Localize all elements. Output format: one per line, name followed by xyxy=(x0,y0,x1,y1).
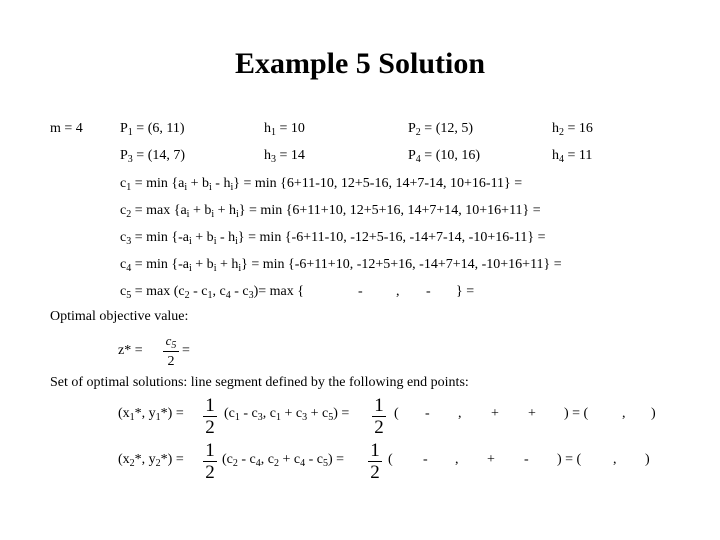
param-p2: $P_2 = (12$, 5) xyxy=(408,121,474,138)
c5-blank-dash-2: - xyxy=(426,284,431,299)
z-star-label: z* = xyxy=(118,343,143,358)
param-p3: $P_3 = (14$, 7) xyxy=(120,148,186,165)
page-title: Example 5 Solution xyxy=(234,47,486,80)
z-fraction xyxy=(163,333,179,370)
endpoint-2-result-comma: , xyxy=(613,452,617,467)
c5-blank-close: } = xyxy=(456,284,475,299)
z-fraction-numerator: $c_5$ xyxy=(165,333,177,351)
param-h2: $h_2 = 16$ xyxy=(552,121,593,138)
endpoint-2-result-open: ) = ( xyxy=(557,452,582,467)
endpoint-2-minus: - xyxy=(524,452,529,467)
param-p4: $P_4 = (10$, 16) xyxy=(408,148,481,165)
equation-c1: $c_1 = \min \{a_i + b_i - h_i\} = \min \{6+11-10$, 12+5-16, 14+7-14, 10+16-11} = xyxy=(120,176,523,193)
equation-c3: $c_3 = \min \{-a_i + b_i - h_i\} = \min \{-6+11-10$, -12+5-16, -14+7-14, -10+16-11} = xyxy=(120,230,546,247)
endpoint-1-comma: , xyxy=(458,406,462,421)
endpoint-1-lhs: ($x_1*$, $y_1*$) = xyxy=(118,406,184,423)
c5-blank-dash-1: - xyxy=(358,284,363,299)
endpoint-2-comma: , xyxy=(455,452,459,467)
endpoint-1-open: ( xyxy=(394,406,399,421)
endpoint-2-plus: + xyxy=(487,452,495,467)
half-fraction-2b: 1 2 xyxy=(368,441,382,482)
param-h1: $h_1 = 10$ xyxy=(264,121,305,138)
half-fraction-1b: 1 2 xyxy=(372,396,386,437)
endpoint-2-lhs: ($x_2*$, $y_2*$) = xyxy=(118,452,184,469)
m-value: m = 4 xyxy=(50,121,83,136)
endpoint-2-expression: ($c_2 - c_4$, $c_2 + c_4 - c_5$) = xyxy=(222,452,345,469)
endpoint-2-result-close: ) xyxy=(645,452,650,467)
half-fraction-2a: 1 2 xyxy=(203,441,217,482)
equation-c5: $c_5 = \max (c_2 - c_1$, $c_4 - c_3)= \max$ { xyxy=(120,284,304,301)
endpoint-1-expression: ($c_1 - c_3$, $c_1 + c_3 + c_5$) = xyxy=(224,406,350,423)
equation-c2: $c_2 = \max \{a_i + b_i + h_i\} = \min \{6+11+10$, 12+5+16, 14+7+14, 10+16+11} = xyxy=(120,203,541,220)
param-h3: $h_3 = 14$ xyxy=(264,148,305,165)
param-p1: $P_1 = (6$, 11) xyxy=(120,121,185,138)
z-fraction-denominator: 2 xyxy=(167,354,175,369)
endpoint-1-result-close: ) xyxy=(651,406,656,421)
objective-label: Optimal objective value: xyxy=(50,309,189,324)
endpoint-1-result-comma: , xyxy=(622,406,626,421)
half-fraction-1a: 1 2 xyxy=(203,396,217,437)
fraction-bar xyxy=(163,351,179,352)
equation-c4: $c_4 = \min \{-a_i + b_i + h_i\} = \min \{-6+11+10$, -12+5+16, -14+7+14, -10+16+11} = xyxy=(120,257,562,274)
z-equals: = xyxy=(182,343,190,358)
endpoint-1-plus-1: + xyxy=(491,406,499,421)
endpoint-1-plus-2: + xyxy=(528,406,536,421)
endpoint-1-result-open: ) = ( xyxy=(564,406,589,421)
endpoint-2-dash: - xyxy=(423,452,428,467)
param-h4: $h_4 = 11$ xyxy=(552,148,593,165)
endpoint-1-dash: - xyxy=(425,406,430,421)
solutions-label: Set of optimal solutions: line segment defined by the following end points: xyxy=(50,375,469,390)
endpoint-2-open: ( xyxy=(388,452,393,467)
c5-blank-comma: , xyxy=(396,284,400,299)
